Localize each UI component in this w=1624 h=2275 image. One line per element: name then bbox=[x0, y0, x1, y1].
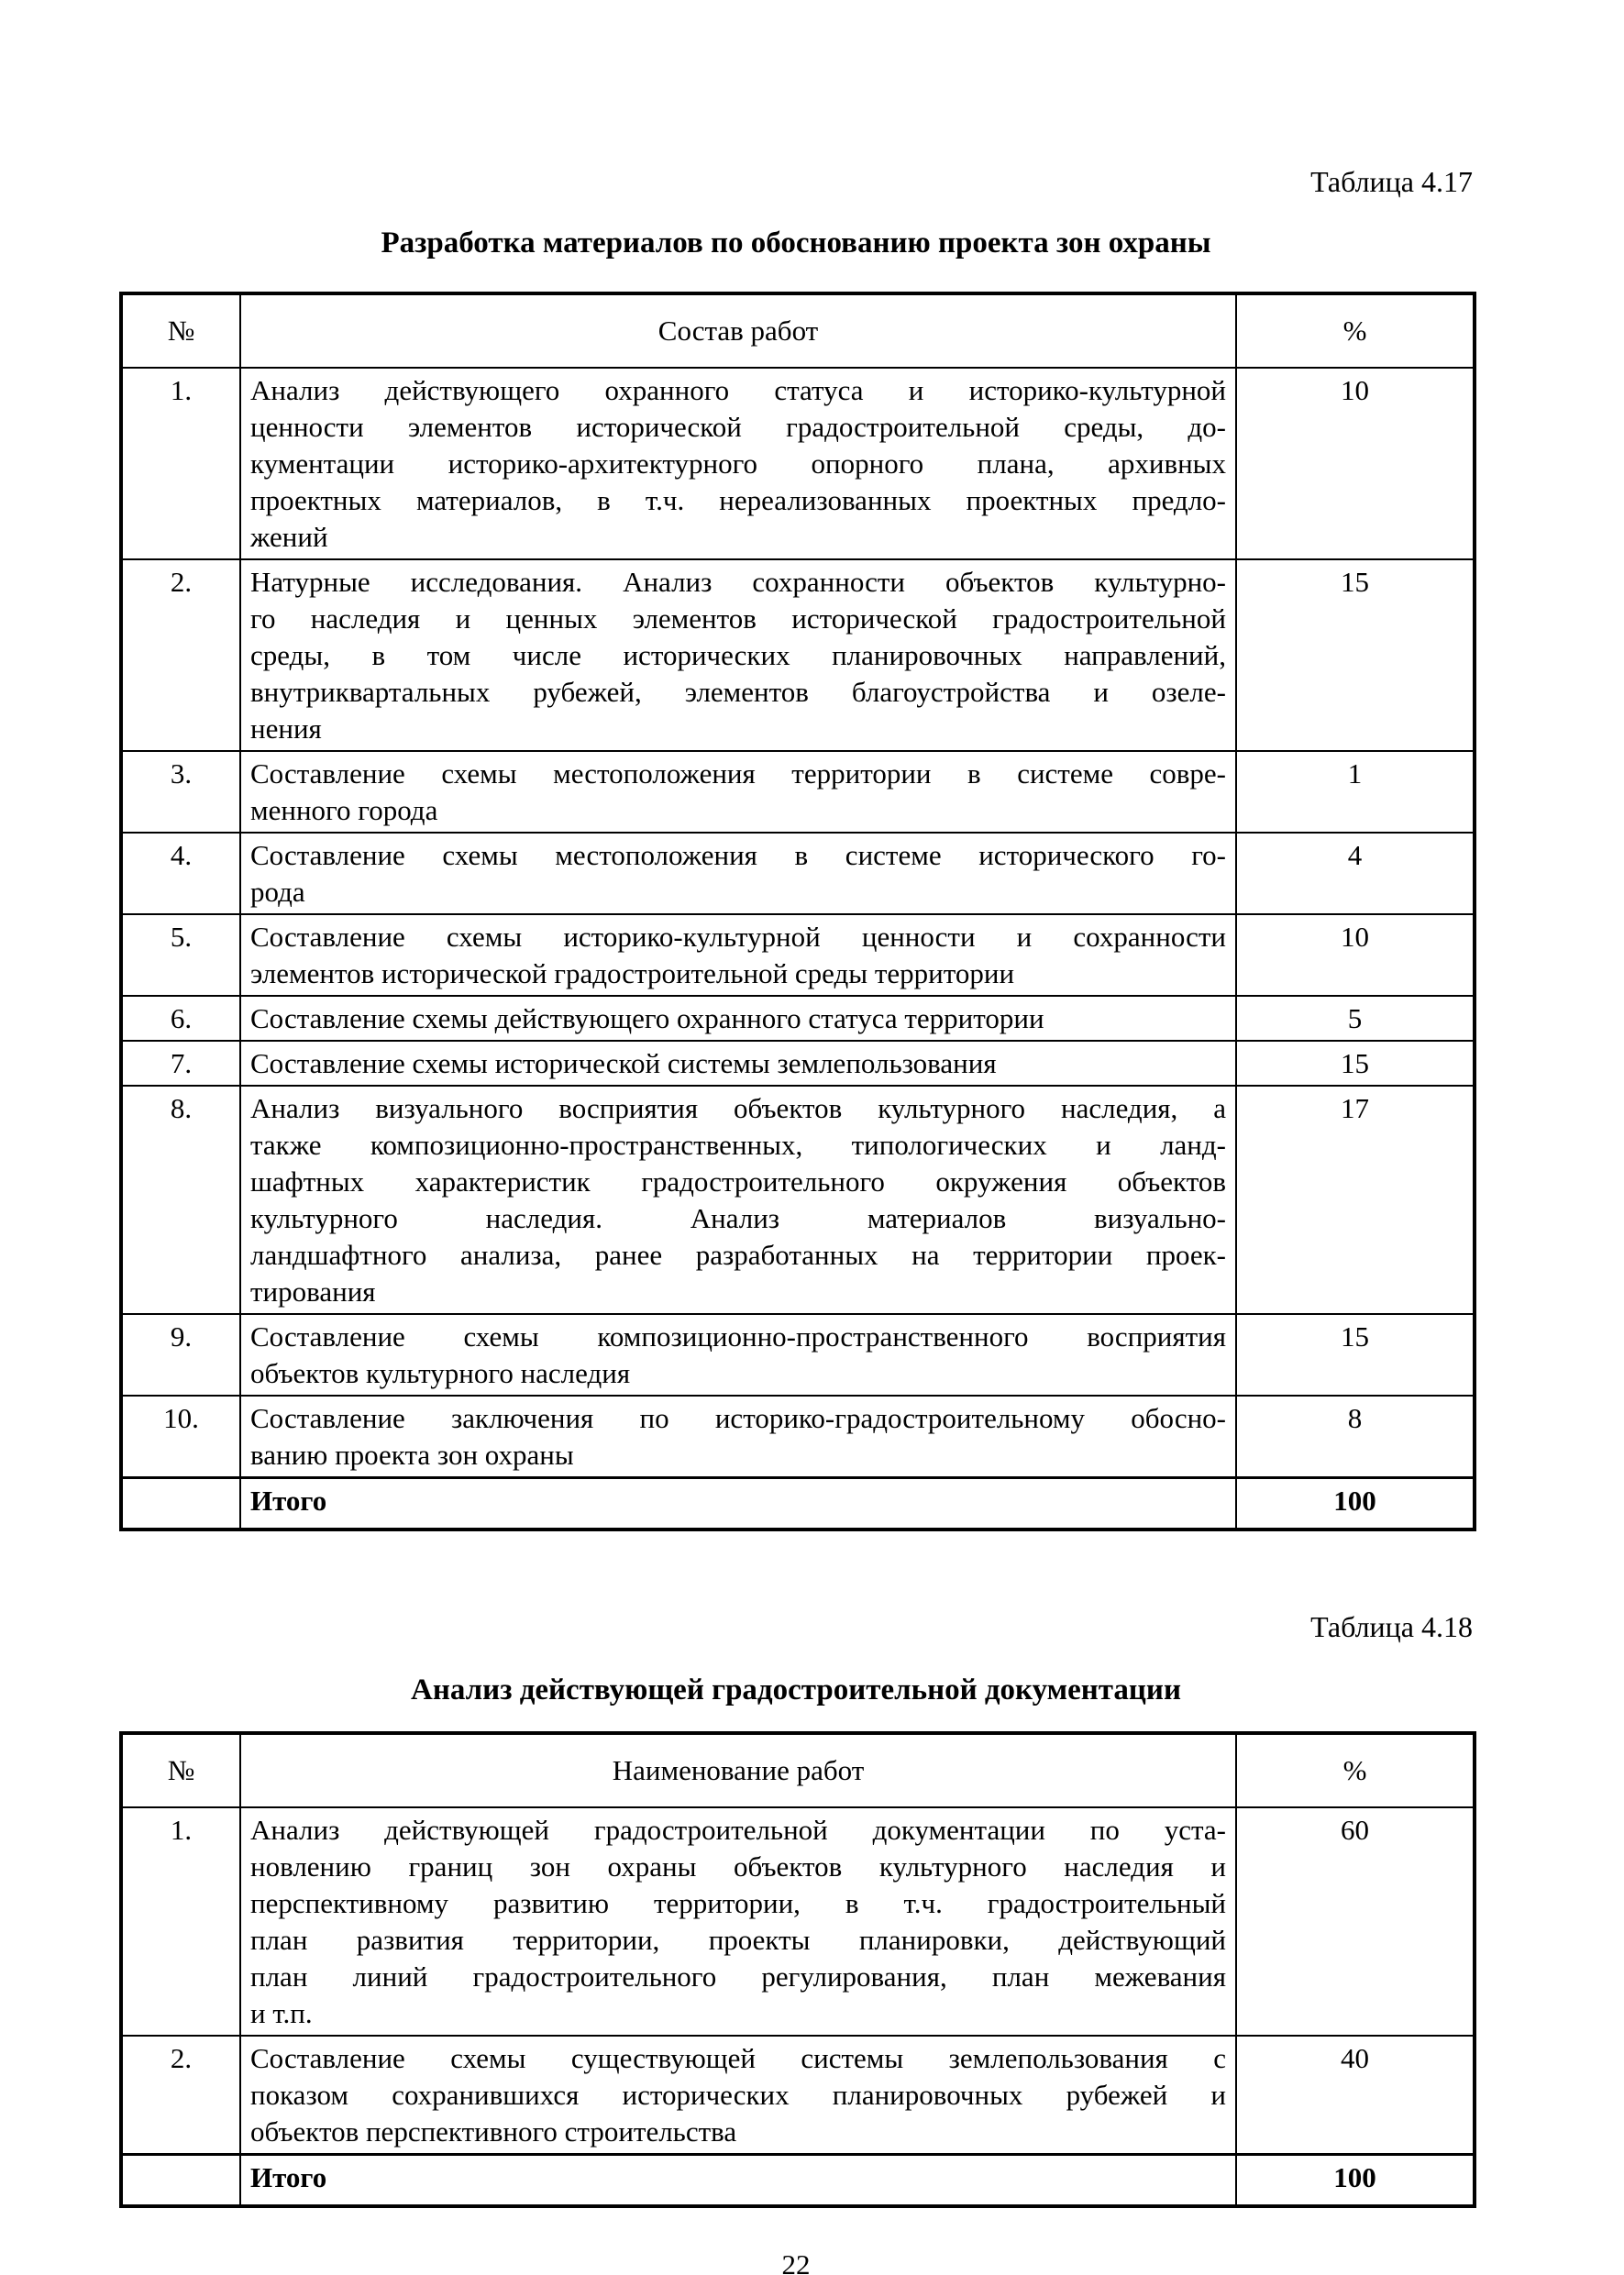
text-line: новлению границ зон охраны объектов культурного наследия и bbox=[250, 1850, 1226, 1883]
text-line: нения bbox=[250, 712, 322, 745]
row-number-cell: 5. bbox=[121, 914, 240, 996]
percent-value-cell: 10 bbox=[1236, 368, 1475, 559]
text-line: тирования bbox=[250, 1276, 376, 1308]
percent-column-header: % bbox=[1236, 1733, 1475, 1807]
percent-value-cell: 1 bbox=[1236, 751, 1475, 833]
text-line: Составление схемы существующей системы землепользования с bbox=[250, 2042, 1226, 2074]
text-line: Составление схемы историко-культурной ценности и сохранности bbox=[250, 921, 1226, 953]
row-number-cell: 7. bbox=[121, 1041, 240, 1086]
percent-value-cell: 40 bbox=[1236, 2036, 1475, 2155]
table-row bbox=[121, 914, 1475, 996]
table-row bbox=[121, 2036, 1475, 2155]
work-description-cell bbox=[240, 996, 1236, 1041]
total-label-cell: Итого bbox=[240, 2155, 1236, 2207]
text-line: рода bbox=[250, 876, 305, 908]
row-number-cell: 4. bbox=[121, 833, 240, 914]
table-418-title: Анализ действующей градостроительной документации bbox=[411, 1673, 1181, 1706]
work-column-header: Наименование работ bbox=[240, 1733, 1236, 1807]
work-description-cell bbox=[240, 1314, 1236, 1396]
text-line: план линий градостроительного регулирования, план межевания bbox=[250, 1960, 1226, 1993]
text-line: Анализ действующего охранного статуса и историко-культурной bbox=[250, 374, 1226, 406]
text-line: Анализ визуального восприятия объектов культурного наследия, а bbox=[250, 1092, 1226, 1124]
percent-value-cell: 15 bbox=[1236, 559, 1475, 751]
table-row bbox=[121, 368, 1475, 559]
percent-value-cell: 60 bbox=[1236, 1807, 1475, 2036]
row-number-cell: 9. bbox=[121, 1314, 240, 1396]
text-line: внутриквартальных рубежей, элементов благоустройства и озеле- bbox=[250, 676, 1226, 708]
row-number-cell: 10. bbox=[121, 1396, 240, 1478]
total-row bbox=[121, 1478, 1475, 1530]
percent-value-cell: 5 bbox=[1236, 996, 1475, 1041]
table-row bbox=[121, 559, 1475, 751]
text-line: Анализ действующей градостроительной документации по уста- bbox=[250, 1814, 1226, 1846]
row-number-cell: 8. bbox=[121, 1086, 240, 1314]
work-description-cell bbox=[240, 1807, 1236, 2036]
total-label-cell: Итого bbox=[240, 1478, 1236, 1530]
percent-value-cell: 4 bbox=[1236, 833, 1475, 914]
table-row bbox=[121, 1807, 1475, 2036]
table-row bbox=[121, 833, 1475, 914]
work-description-cell bbox=[240, 1396, 1236, 1478]
text-line: перспективному развитию территории, в т.ч. градостроительный bbox=[250, 1887, 1226, 1919]
text-line: Составление схемы исторической системы землепользования bbox=[250, 1047, 997, 1079]
text-line: также композиционно-пространственных, типологических и ланд- bbox=[250, 1129, 1226, 1161]
work-description-cell bbox=[240, 559, 1236, 751]
table-row bbox=[121, 1086, 1475, 1314]
work-description-cell bbox=[240, 833, 1236, 914]
page-number: 22 bbox=[781, 2248, 811, 2275]
table-header-row bbox=[121, 293, 1475, 368]
text-line: Составление схемы местоположения территории в системе совре- bbox=[250, 757, 1226, 790]
total-percent-cell: 100 bbox=[1236, 2155, 1475, 2207]
text-line: показом сохранившихся исторических планировочных рубежей и bbox=[250, 2079, 1226, 2111]
row-number-cell: 3. bbox=[121, 751, 240, 833]
text-line: объектов перспективного строительства bbox=[250, 2115, 737, 2148]
table-418 bbox=[119, 1731, 1476, 2208]
text-line: и т.п. bbox=[250, 1997, 313, 2029]
text-line: Составление схемы действующего охранного статуса территории bbox=[250, 1002, 1044, 1034]
text-line: Составление заключения по историко-градостроительному обосно- bbox=[250, 1402, 1226, 1434]
table-418-label: Таблица 4.18 bbox=[1310, 1610, 1473, 1643]
text-line: Составление схемы местоположения в системе исторического го- bbox=[250, 839, 1226, 871]
percent-value-cell: 15 bbox=[1236, 1041, 1475, 1086]
percent-value-cell: 10 bbox=[1236, 914, 1475, 996]
text-line: ландшафтного анализа, ранее разработанных на территории проек- bbox=[250, 1239, 1226, 1271]
row-number-cell: 1. bbox=[121, 368, 240, 559]
table-row bbox=[121, 1314, 1475, 1396]
text-line: элементов исторической градостроительной среды территории bbox=[250, 957, 1015, 989]
text-line: проектных материалов, в т.ч. нереализованных проектных предло- bbox=[250, 484, 1226, 516]
text-line: го наследия и ценных элементов исторической градостроительной bbox=[250, 602, 1226, 635]
row-number-cell: 6. bbox=[121, 996, 240, 1041]
table-row bbox=[121, 751, 1475, 833]
text-line: объектов культурного наследия bbox=[250, 1357, 631, 1389]
text-line: Натурные исследования. Анализ сохранности объектов культурно- bbox=[250, 566, 1226, 598]
num-column-header: № bbox=[121, 293, 240, 368]
percent-value-cell: 8 bbox=[1236, 1396, 1475, 1478]
text-line: культурного наследия. Анализ материалов визуально- bbox=[250, 1202, 1226, 1234]
table-row bbox=[121, 1396, 1475, 1478]
text-line: среды, в том числе исторических планировочных направлений, bbox=[250, 639, 1226, 671]
table-417-title: Разработка материалов по обоснованию проекта зон охраны bbox=[381, 226, 1211, 260]
table-header-row bbox=[121, 1733, 1475, 1807]
text-line: ванию проекта зон охраны bbox=[250, 1439, 574, 1471]
work-description-cell bbox=[240, 914, 1236, 996]
text-line: жений bbox=[250, 521, 328, 553]
text-line: шафтных характеристик градостроительного окружения объектов bbox=[250, 1165, 1226, 1198]
text-line: Составление схемы композиционно-пространственного восприятия bbox=[250, 1320, 1226, 1353]
total-row bbox=[121, 2155, 1475, 2207]
row-number-cell: 2. bbox=[121, 559, 240, 751]
row-number-cell: 2. bbox=[121, 2036, 240, 2155]
work-description-cell bbox=[240, 1086, 1236, 1314]
table-row bbox=[121, 996, 1475, 1041]
text-line: ценности элементов исторической градостроительной среды, до- bbox=[250, 411, 1226, 443]
row-number-cell: 1. bbox=[121, 1807, 240, 2036]
table-row bbox=[121, 1041, 1475, 1086]
work-description-cell bbox=[240, 2036, 1236, 2155]
total-percent-cell: 100 bbox=[1236, 1478, 1475, 1530]
total-empty-cell bbox=[121, 1478, 240, 1530]
text-line: менного города bbox=[250, 794, 438, 826]
total-empty-cell bbox=[121, 2155, 240, 2207]
work-description-cell bbox=[240, 368, 1236, 559]
table-417 bbox=[119, 292, 1476, 1531]
text-line: план развития территории, проекты планировки, действующий bbox=[250, 1924, 1226, 1956]
table-417-label: Таблица 4.17 bbox=[1310, 165, 1473, 198]
num-column-header: № bbox=[121, 1733, 240, 1807]
percent-value-cell: 17 bbox=[1236, 1086, 1475, 1314]
work-description-cell bbox=[240, 1041, 1236, 1086]
work-column-header: Состав работ bbox=[240, 293, 1236, 368]
percent-column-header: % bbox=[1236, 293, 1475, 368]
percent-value-cell: 15 bbox=[1236, 1314, 1475, 1396]
work-description-cell bbox=[240, 751, 1236, 833]
text-line: кументации историко-архитектурного опорного плана, архивных bbox=[250, 447, 1226, 480]
